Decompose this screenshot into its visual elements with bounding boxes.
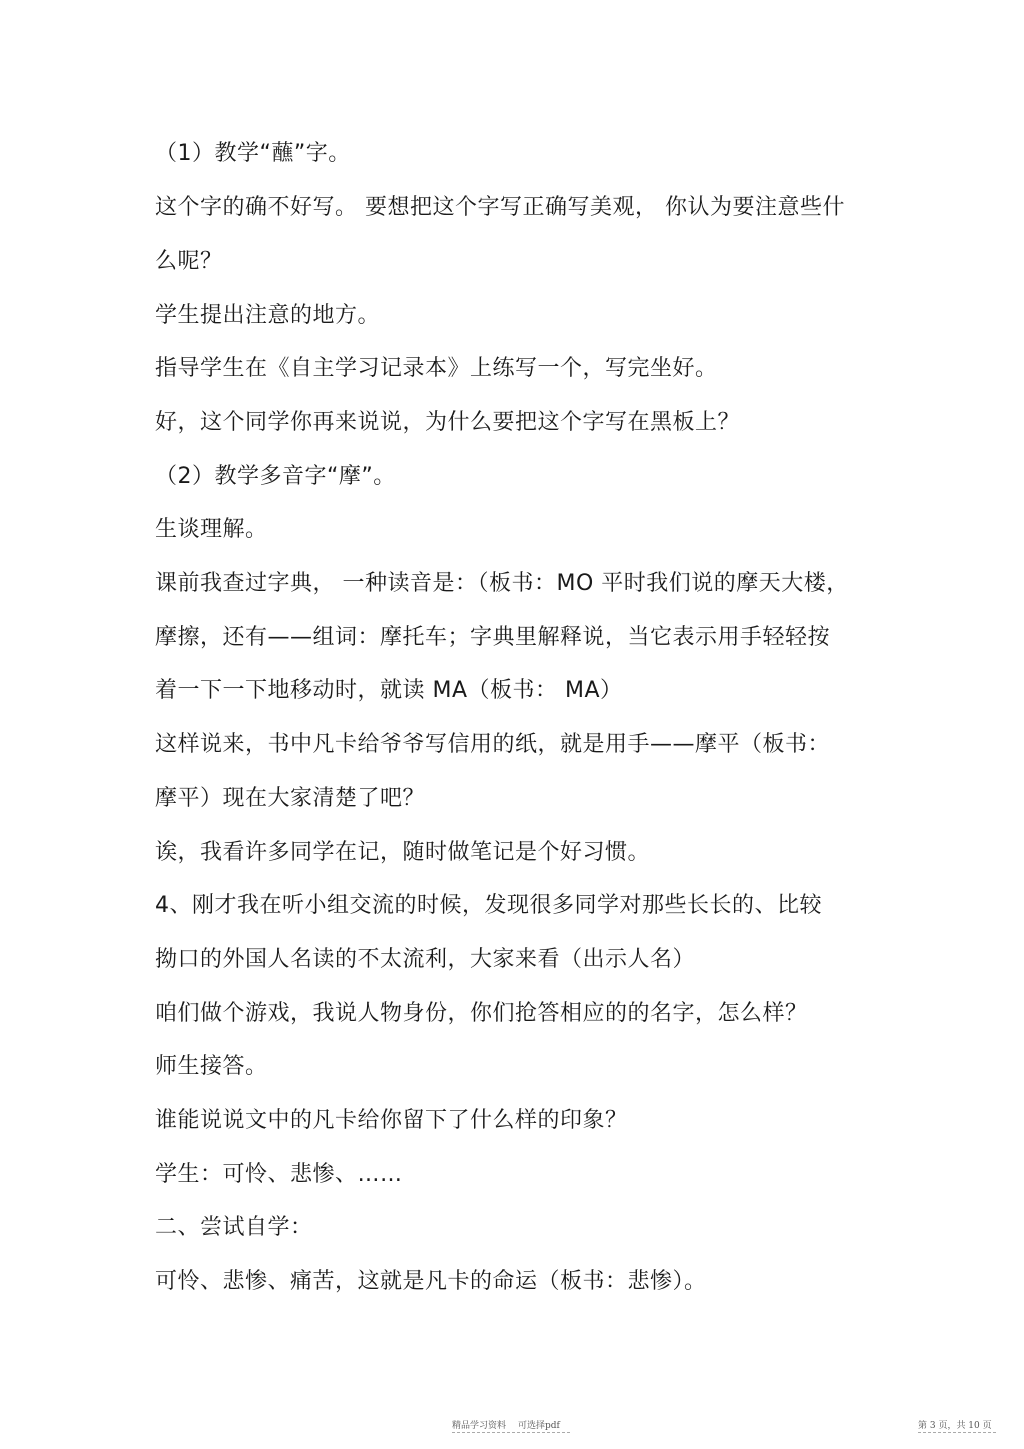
text-line: 指导学生在《自主学习记录本》上练写一个，写完坐好。 xyxy=(155,356,718,381)
text-line: 学生：可怜、悲惨、…… xyxy=(155,1162,403,1187)
text-line: 可怜、悲惨、痛苦，这就是凡卡的命运（板书：悲惨）。 xyxy=(155,1269,707,1294)
text-line: 摩擦，还有——组词：摩托车；字典里解释说，当它表示用手轻轻按 xyxy=(155,625,831,650)
text-line: 4、刚才我在听小组交流的时候，发现很多同学对那些长长的、比较 xyxy=(155,893,822,918)
text-line: 这样说来，书中凡卡给爷爷写信用的纸，就是用手——摩平（板书： xyxy=(155,732,831,757)
footer-watermark xyxy=(452,1418,560,1431)
text-line: 诶，我看许多同学在记，随时做笔记是个好习惯。 xyxy=(155,840,651,865)
footer-label: 可选择pdf xyxy=(518,1421,560,1431)
text-line: 这个字的确不好写。 要想把这个字写正确写美观， 你认为要注意些什 xyxy=(155,195,845,220)
text-line: （2）教学多音字“摩”。 xyxy=(155,464,396,489)
text-line: 二、尝试自学： xyxy=(155,1215,313,1240)
text-line: （1）教学“蘸”字。 xyxy=(155,141,351,166)
text-line: 咱们做个游戏，我说人物身份，你们抢答相应的的名字，怎么样？ xyxy=(155,1001,808,1026)
page-number: 第 3 页，共 10 页 xyxy=(918,1421,992,1431)
text-line: 师生接答。 xyxy=(155,1054,268,1079)
text-line: 么呢？ xyxy=(155,249,223,274)
text-line: 着一下一下地移动时，就读 MA（板书： MA） xyxy=(155,678,623,703)
text-line: 摩平）现在大家清楚了吧？ xyxy=(155,786,426,811)
text-line: 课前我查过字典， 一种读音是：（板书：MO 平时我们说的摩天大楼， xyxy=(155,571,849,596)
text-line: 学生提出注意的地方。 xyxy=(155,303,381,328)
footer-divider xyxy=(918,1432,996,1433)
text-line: 生谈理解。 xyxy=(155,517,268,542)
footer-divider xyxy=(452,1432,570,1433)
text-line: 谁能说说文中的凡卡给你留下了什么样的印象？ xyxy=(155,1108,628,1133)
text-line: 好，这个同学你再来说说，为什么要把这个字写在黑板上？ xyxy=(155,410,741,435)
footer-label: 精品学习资料 xyxy=(452,1421,507,1431)
text-line: 拗口的外国人名读的不太流利，大家来看（出示人名） xyxy=(155,947,696,972)
